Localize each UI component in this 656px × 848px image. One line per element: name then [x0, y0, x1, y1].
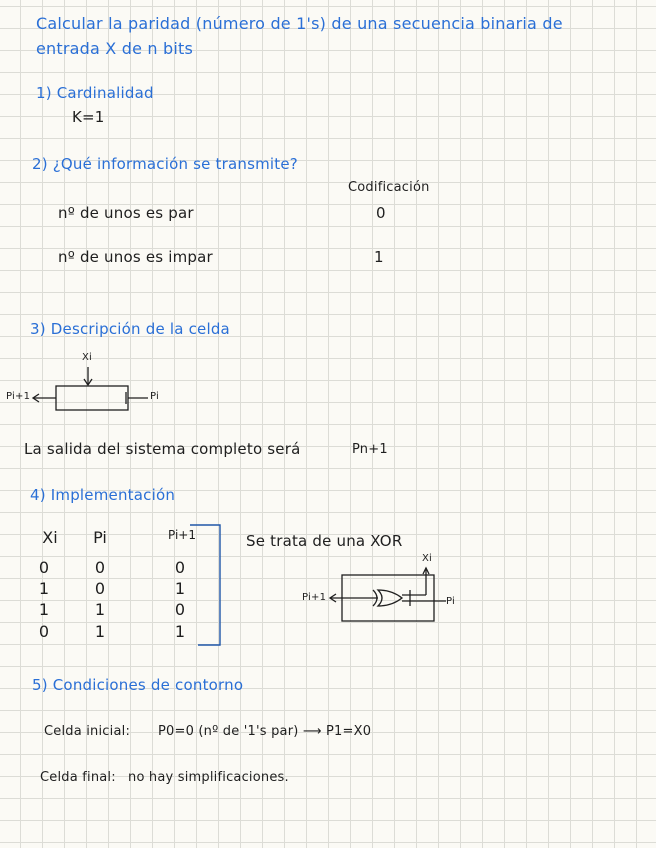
table-cell: 0 [38, 558, 50, 577]
table-cell: 1 [38, 579, 50, 598]
cardinality-value: K=1 [72, 108, 105, 126]
table-cell: 1 [94, 622, 106, 641]
table-cell: 0 [38, 622, 50, 641]
gate-input-label: Xi [422, 553, 433, 564]
table-cell: 1 [174, 622, 186, 641]
xor-note: Se trata de una XOR [246, 532, 403, 550]
cell-diagram [33, 367, 148, 410]
table-header-pi1: Pi+1 [168, 528, 196, 542]
cell-right-label: Pi [150, 391, 159, 402]
gate-right-label: Pi [446, 596, 455, 607]
row-odd-label: nº de unos es impar [58, 248, 213, 266]
table-bracket [190, 525, 220, 645]
cell-input-label: Xi [82, 352, 93, 363]
gate-left-label: Pi+1 [302, 592, 327, 603]
section4-heading: 4) Implementación [30, 486, 176, 504]
page-title: Calcular la paridad (número de 1's) de una secuencia binaria de [36, 14, 563, 33]
table-cell: 0 [94, 558, 106, 577]
table-header-pi: Pi [93, 528, 107, 547]
codification-header: Codificación [348, 180, 430, 195]
row-odd-code: 1 [374, 248, 384, 266]
table-cell: 1 [94, 600, 106, 619]
xor-gate-diagram [330, 568, 446, 621]
section5-heading: 5) Condiciones de contorno [32, 676, 244, 694]
final-cell-label: Celda final: [40, 770, 116, 785]
table-header-xi: Xi [42, 528, 58, 547]
initial-cell-text: P0=0 (nº de '1's par) ⟶ P1=X0 [158, 724, 372, 739]
table-cell: 0 [174, 558, 186, 577]
table-cell: 1 [38, 600, 50, 619]
system-output-symbol: Pn+1 [352, 442, 388, 457]
row-even-label: nº de unos es par [58, 204, 194, 222]
section1-heading: 1) Cardinalidad [36, 84, 154, 102]
page-title-continued: entrada X de n bits [36, 39, 194, 58]
table-cell: 0 [174, 600, 186, 619]
cell-left-label: Pi+1 [6, 391, 31, 402]
final-cell-text: no hay simplificaciones. [128, 770, 289, 785]
table-cell: 0 [94, 579, 106, 598]
system-output-text: La salida del sistema completo será [24, 440, 301, 458]
initial-cell-label: Celda inicial: [44, 724, 131, 739]
section3-heading: 3) Descripción de la celda [30, 320, 230, 338]
table-cell: 1 [174, 579, 186, 598]
section2-heading: 2) ¿Qué información se transmite? [32, 155, 298, 173]
row-even-code: 0 [376, 204, 386, 222]
